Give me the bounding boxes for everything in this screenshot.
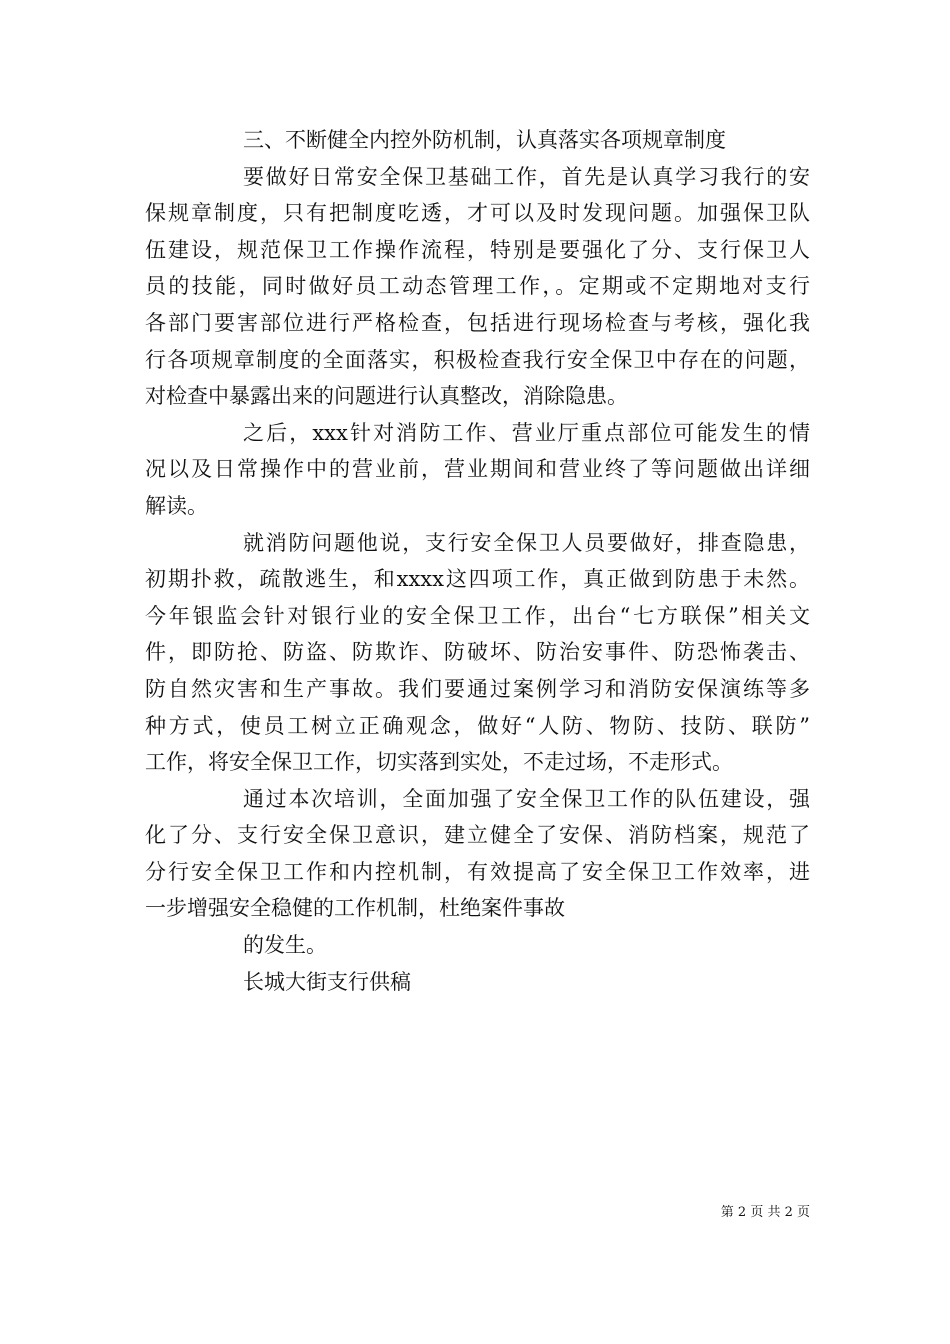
- text-line: 通过本次培训，全面加强了安全保卫工作的队伍建设，强: [243, 786, 810, 811]
- text-line: 化了分、支行安全保卫意识，建立健全了安保、消防档案，规范了: [145, 823, 810, 848]
- text-line: 要做好日常安全保卫基础工作，首先是认真学习我行的安: [243, 164, 810, 189]
- page-footer: 第 2 页 共 2 页: [720, 1205, 810, 1220]
- text-line: 今年银监会针对银行业的安全保卫工作，出台“七方联保”相关文: [145, 603, 810, 628]
- text-line: 防自然灾害和生产事故。我们要通过案例学习和消防安保演练等多: [145, 676, 810, 701]
- text-line: 种方式，使员工树立正确观念，做好“人防、物防、技防、联防”: [145, 713, 810, 738]
- text-line: 伍建设，规范保卫工作操作流程，特别是要强化了分、支行保卫人: [145, 237, 810, 262]
- text-line: 行各项规章制度的全面落实，积极检查我行安全保卫中存在的问题，: [145, 347, 810, 372]
- text-line: 初期扑救，疏散逃生，和xxxx这四项工作，真正做到防患于未然。: [145, 567, 810, 592]
- text-line: 一步增强安全稳健的工作机制，杜绝案件事故: [145, 896, 565, 921]
- text-line: 保规章制度，只有把制度吃透，才可以及时发现问题。加强保卫队: [145, 201, 810, 226]
- document-body: [145, 122, 810, 1000]
- text-line: 三、不断健全内控外防机制，认真落实各项规章制度: [243, 128, 726, 152]
- text-line: 解读。: [145, 493, 208, 518]
- text-line: 对检查中暴露出来的问题进行认真整改，消除隐患。: [145, 384, 628, 409]
- text-line: 之后，xxx针对消防工作、营业厅重点部位可能发生的情: [243, 420, 810, 445]
- text-line: 况以及日常操作中的营业前，营业期间和营业终了等问题做出详细: [145, 457, 810, 482]
- text-line: 就消防问题他说，支行安全保卫人员要做好，排查隐患，: [243, 530, 810, 555]
- text-line: 件，即防抢、防盗、防欺诈、防破坏、防治安事件、防恐怖袭击、: [145, 640, 810, 665]
- text-line: 员的技能，同时做好员工动态管理工作，。定期或不定期地对支行: [145, 274, 810, 299]
- text-line: 分行安全保卫工作和内控机制，有效提高了安全保卫工作效率，进: [145, 859, 810, 884]
- text-line: 各部门要害部位进行严格检查，包括进行现场检查与考核，强化我: [145, 310, 810, 335]
- text-line: 的发生。: [243, 933, 327, 958]
- text-line: 长城大街支行供稿: [243, 969, 411, 994]
- text-line: 工作，将安全保卫工作，切实落到实处，不走过场，不走形式。: [145, 750, 733, 775]
